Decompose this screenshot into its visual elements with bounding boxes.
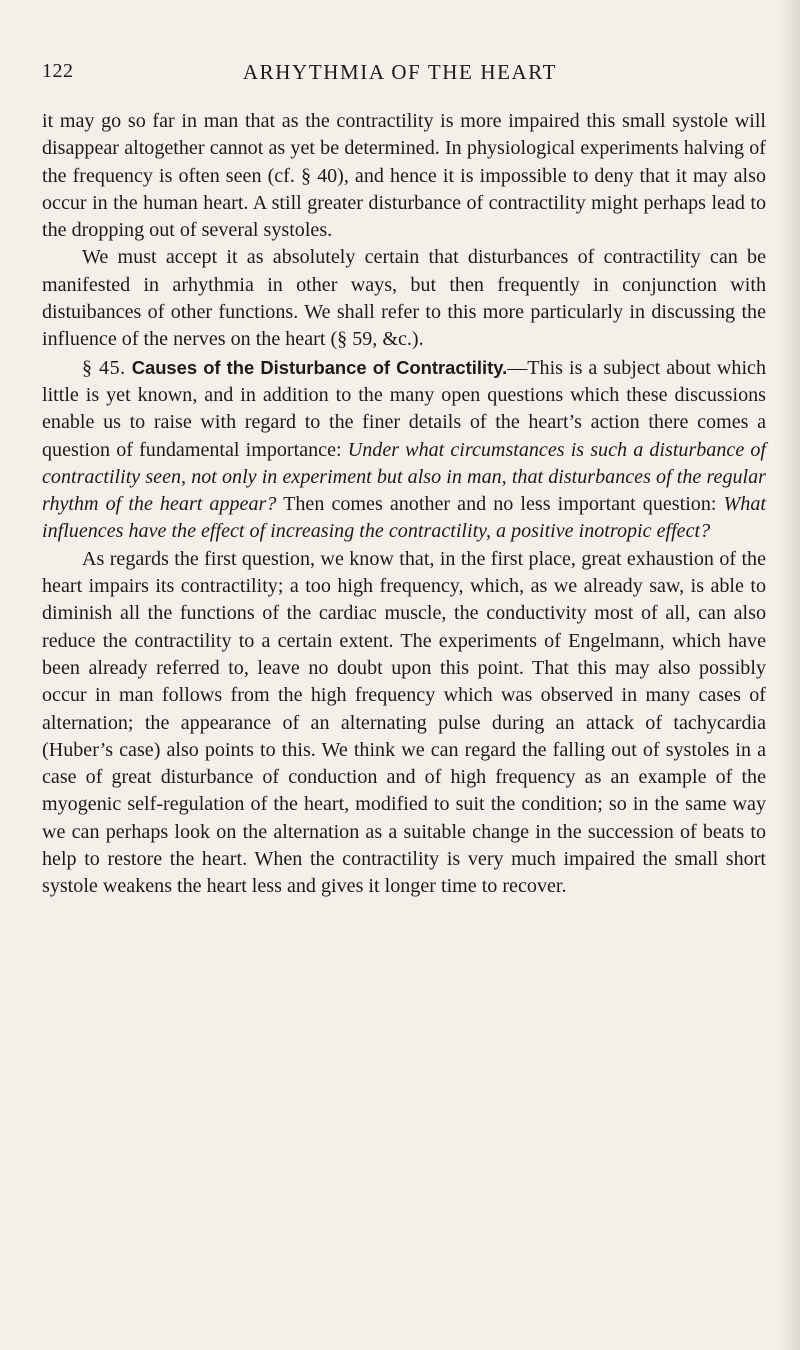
page-edge-shadow [778, 0, 800, 1350]
paragraph-2: We must accept it as absolutely certain that disturbances of contractility can be manifested in arhythmia in other ways, but then frequently in conjunction with distuibances of other functions. We shall refer to this more particularly in discussing the influence of the nerves on the heart (§ 59, &c.). [42, 246, 766, 351]
paragraph-1: it may go so far in man that as the contractility is more impaired this small systole will disappear altogether cannot as yet be determined. In physiological experiments halving of the frequency is often seen (cf. § 40), and hence it is impossible to deny that it may also occur in the human heart. A still greater disturbance of contractility might perhaps lead to the dropping out of several systoles. [42, 110, 766, 242]
running-header [42, 60, 758, 90]
running-title: ARHYTHMIA OF THE HEART [242, 60, 558, 84]
section-number: § 45. [82, 356, 126, 379]
paragraph-4: As regards the first question, we know that, in the first place, great exhaustion of the heart impairs its contractility; a too high frequency, which, as we already saw, is able to diminish all the functions of the cardiac muscle, the conductivity most of all, can also reduce the contractility to a certain extent. The experiments of Engelmann, which have been already referred to, leave no doubt upon this point. That this may also possibly occur in man follows from the high frequency which was observed in many cases of alternation; the appearance of an alternating pulse during an attack of tachycardia (Huber’s case) also points to this. We think we can regard the falling out of systoles in a case of great disturbance of conduction and of high frequency as an example of the myogenic self-regulation of the heart, modified to suit the condition; so in the same way we can perhaps look on the alternation as a suitable change in the succession of beats to help to restore the heart. When the contractility is very much impaired the small short systole weakens the heart less and gives it longer time to recover. [42, 547, 766, 898]
paragraph-3-text-1: —This is a subject about which little is yet known, and in addition to the many open questions which these discussions enable us to raise with regard to the finer details of the heart’s action there comes a question of fundamental importance: [42, 356, 767, 461]
section-heading: Causes of the Disturbance of Contractility. [131, 356, 508, 378]
page-number: 122 [42, 60, 74, 82]
paragraph-3-text-2: Then comes another and no less important question: [283, 493, 717, 516]
question-2: What influences have the effect of increasing the contractility, a positive inotropic effect? [42, 493, 766, 543]
paragraph-3 [42, 354, 766, 546]
question-1: Under what circumstances is such a disturbance of contractility seen, not only in experiment but also in man, that disturbances of the regular rhythm of the heart appear? [42, 438, 766, 516]
body-text [42, 108, 766, 901]
